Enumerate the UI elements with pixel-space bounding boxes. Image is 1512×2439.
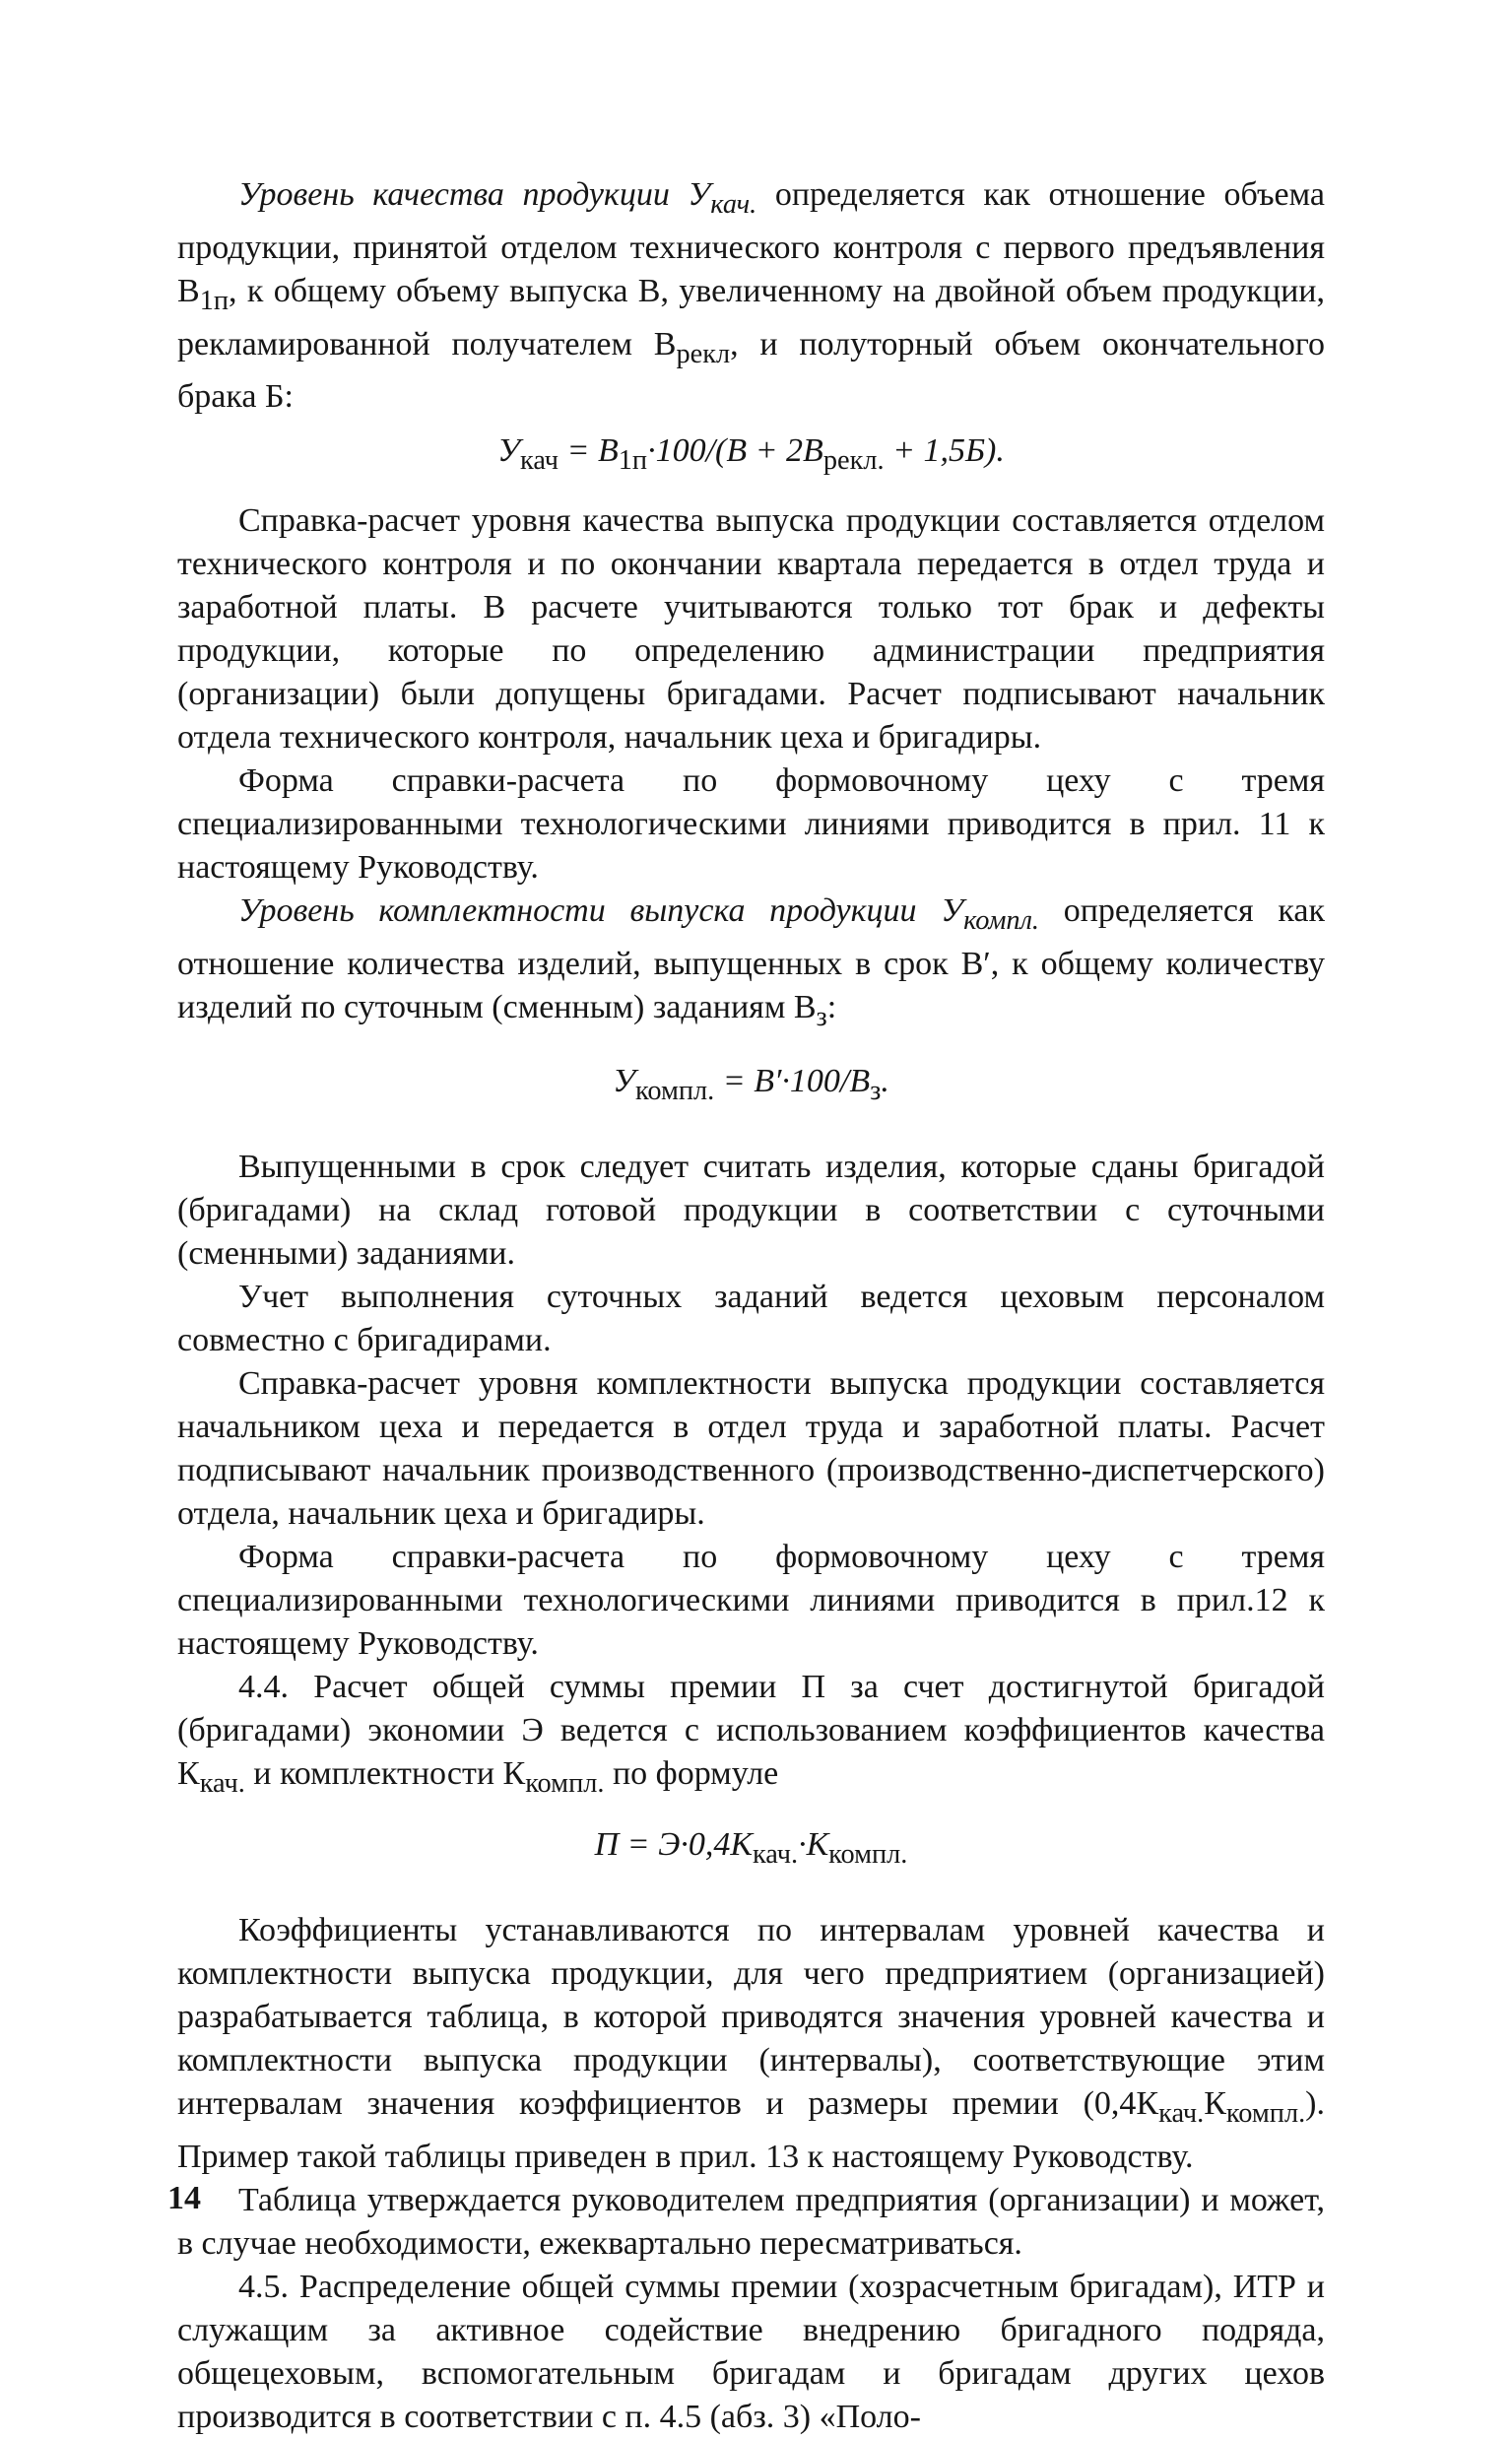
term-completeness-level: Уровень комплектности выпуска продукции У xyxy=(238,892,964,930)
paragraph-completeness-level: Уровень комплектности выпуска продукции $У_{компл.}$ определяется как отношение количества изделий, выпущенных в срок В′, к общему количеству изделий по суточным (сменным) заданиям $В_з$: xyxy=(177,892,1325,1032)
paragraph-daily-tasks: Учет выполнения суточных заданий ведется цеховым персоналом совместно с бригадирами. xyxy=(177,1278,1325,1358)
page-number: 14 xyxy=(167,2180,201,2216)
paragraph-4-4: 4.4. Расчет общей суммы премии П за счет достигнутой бригадой (бригадами) экономии Э ведется с использованием коэффициентов качества $К_{кач.}$ и комплектности $К_{компл.}$ по формуле xyxy=(177,1668,1325,1799)
formula-premium: $П = Э\cdot 0,4К_{кач.}\cdot К_{компл.}$ xyxy=(594,1826,908,1871)
formula-quality: $У_{кач} = В_{1п}\cdot 100/(В + 2В_{рекл.} + 1,5Б)$. xyxy=(497,432,1005,477)
paragraph-quality-report: Справка-расчет уровня качества выпуска продукции составляется отделом технического контроля и по окончании квартала передается в отдел труда и заработной платы. В расчете учитываются только тот брак и дефекты продукции, которые по определению администрации предприятия (организации) были допущены бригадами. Расчет подписывают начальник отдела технического контроля, начальник цеха и бригадиры. xyxy=(177,502,1325,757)
document-page xyxy=(177,173,1325,2435)
term-quality-level: Уровень качества продукции У xyxy=(238,176,711,213)
paragraph-table-approval: Таблица утверждается руководителем предприятия (организации) и может, в случае необходимости, ежеквартально пересматриваться. xyxy=(177,2181,1325,2262)
paragraph-coefficients: Коэффициенты устанавливаются по интервалам уровней качества и комплектности выпуска продукции, для чего предприятием (организацией) разрабатывается таблица, в которой приводятся значения уровней качества и комплектности выпуска продукции (интервалы), соответствующие этим интервалам значения коэффициентов и размеры премии $(0,4К_{кач.}К_{компл.})$. Пример такой таблицы приведен в прил. 13 к настоящему Руководству. xyxy=(177,1912,1325,2175)
paragraph-quality-level: Уровень качества продукции $У_{кач.}$ определяется как отношение объема продукции, принятой отделом технического контроля с первого предъявления $В_{1п}$, к общему объему выпуска В, увеличенному на двойной объем продукции, рекламированной получателем $В_{рекл}$, и полуторный объем окончательного брака Б: xyxy=(177,176,1325,416)
paragraph-completeness-report: Справка-расчет уровня комплектности выпуска продукции составляется начальником цеха и передается в отдел труда и заработной платы. Расчет подписывают начальник производственного (производственно-диспетчерского) отдела, начальник цеха и бригадиры. xyxy=(177,1364,1325,1532)
paragraph-quality-form: Форма справки-расчета по формовочному цеху с тремя специализированными технологическими линиями приводится в прил. 11 к настоящему Руководству. xyxy=(177,762,1325,887)
paragraph-released-on-time: Выпущенными в срок следует считать изделия, которые сданы бригадой (бригадами) на склад готовой продукции в соответствии с суточными (сменными) заданиями. xyxy=(177,1148,1325,1272)
paragraph-4-5: 4.5. Распределение общей суммы премии (хозрасчетным бригадам), ИТР и служащим за активное содействие внедрению бригадного подряда, общецеховым, вспомогательным бригадам и бригадам других цехов производится в соответствии с п. 4.5 (абз. 3) «Поло- xyxy=(177,2268,1325,2435)
formula-completeness: $У_{компл.} = В'\cdot 100/В_з$. xyxy=(613,1062,889,1106)
paragraph-completeness-form: Форма справки-расчета по формовочному цеху с тремя специализированными технологическими линиями приводится в прил.12 к настоящему Руководству. xyxy=(177,1538,1325,1662)
